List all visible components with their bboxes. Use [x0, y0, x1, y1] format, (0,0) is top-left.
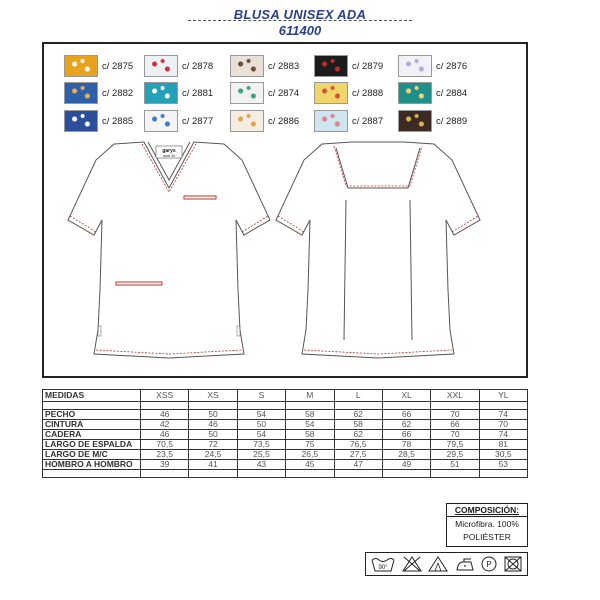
- swatch-code: c/ 2874: [268, 87, 300, 99]
- measure-value: 43: [237, 460, 285, 470]
- measure-value: 50: [237, 420, 285, 430]
- front-hem-stitch: [96, 350, 242, 354]
- swatch-code: c/ 2888: [352, 87, 384, 99]
- fabric-swatch-image: [230, 110, 264, 132]
- measure-value: 46: [189, 420, 237, 430]
- measure-value: 78: [382, 440, 430, 450]
- empty-cell: [43, 470, 141, 478]
- measure-value: 41: [189, 460, 237, 470]
- hip-pocket: [116, 282, 162, 285]
- measure-value: 51: [431, 460, 479, 470]
- fabric-swatch-image: [398, 82, 432, 104]
- size-chart-row: [43, 420, 528, 430]
- triangle-bleach-icon: [427, 555, 449, 573]
- measure-value: 27,5: [334, 450, 382, 460]
- title-underline: [188, 20, 412, 21]
- swatch-item: [314, 55, 383, 77]
- swatch-item: [398, 110, 467, 132]
- measure-value: 23,5: [141, 450, 189, 460]
- composition-line-2: POLIÉSTER: [463, 532, 511, 542]
- back-yoke-stitch: [334, 146, 422, 186]
- measure-label: LARGO DE M/C: [43, 450, 141, 460]
- measure-value: 29,5: [431, 450, 479, 460]
- size-label: size M: [163, 153, 175, 158]
- measure-value: 81: [479, 440, 527, 450]
- measure-value: 46: [141, 430, 189, 440]
- measure-value: 39: [141, 460, 189, 470]
- measure-value: 75: [286, 440, 334, 450]
- swatch-item: [64, 110, 133, 132]
- fabric-swatch-image: [144, 55, 178, 77]
- front-body-outline: [68, 142, 270, 358]
- back-center-seam-left: [344, 200, 346, 340]
- measure-value: 54: [286, 420, 334, 430]
- size-chart-row: [43, 410, 528, 420]
- wash-temperature-label: 90°: [378, 565, 388, 571]
- fabric-swatch-image: [398, 110, 432, 132]
- measure-value: 45: [286, 460, 334, 470]
- swatch-item: [398, 55, 467, 77]
- care-symbols-box: [365, 552, 528, 576]
- size-chart-row: [43, 440, 528, 450]
- measure-value: 58: [334, 420, 382, 430]
- swatch-item: [314, 110, 383, 132]
- measure-value: 28,5: [382, 450, 430, 460]
- no-tumble-dry-icon: [503, 555, 523, 573]
- measure-value: 66: [382, 430, 430, 440]
- swatch-item: [64, 55, 133, 77]
- back-hem-stitch: [304, 350, 452, 354]
- measure-value: 70,5: [141, 440, 189, 450]
- back-left-cuff-stitch: [278, 216, 304, 232]
- empty-cell: [479, 470, 527, 478]
- measure-value: 42: [141, 420, 189, 430]
- measure-value: 30,5: [479, 450, 527, 460]
- swatch-item: [144, 55, 213, 77]
- blouse-front-view: [64, 140, 274, 362]
- swatch-item: [314, 82, 383, 104]
- measures-header: MEDIDAS: [43, 390, 141, 402]
- swatch-item: [398, 82, 467, 104]
- measure-value: 53: [479, 460, 527, 470]
- swatch-code: c/ 2881: [182, 87, 214, 99]
- measure-value: 70: [431, 430, 479, 440]
- empty-cell: [334, 470, 382, 478]
- back-right-cuff-stitch: [452, 216, 478, 232]
- measure-value: 58: [286, 410, 334, 420]
- fabric-swatch-image: [314, 82, 348, 104]
- measure-value: 25,5: [237, 450, 285, 460]
- size-header: XL: [382, 390, 430, 402]
- swatch-item: [144, 82, 213, 104]
- composition-line-1: Microfibra. 100%: [455, 519, 519, 529]
- measure-value: 62: [334, 410, 382, 420]
- size-chart-row: [43, 450, 528, 460]
- swatch-item: [230, 82, 299, 104]
- measure-value: 70: [479, 420, 527, 430]
- measure-value: 73,5: [237, 440, 285, 450]
- composition-title: COMPOSICIÓN:: [447, 504, 527, 517]
- swatch-code: c/ 2876: [436, 60, 468, 72]
- dry-clean-label: P: [486, 560, 492, 569]
- size-header: YL: [479, 390, 527, 402]
- swatch-code: c/ 2886: [268, 115, 300, 127]
- size-chart-row: [43, 430, 528, 440]
- measure-value: 54: [237, 430, 285, 440]
- measure-value: 58: [286, 430, 334, 440]
- size-chart-table: [42, 389, 528, 478]
- document-title: BLUSA UNISEX ADA: [233, 7, 367, 22]
- swatch-item: [230, 110, 299, 132]
- fabric-swatch-image: [230, 55, 264, 77]
- reference-number: 611400: [278, 23, 322, 38]
- measure-value: 76,5: [334, 440, 382, 450]
- measure-label: HOMBRO A HOMBRO: [43, 460, 141, 470]
- measure-value: 70: [431, 410, 479, 420]
- fabric-swatch-image: [314, 55, 348, 77]
- swatch-item: [230, 55, 299, 77]
- measure-label: LARGO DE ESPALDA: [43, 440, 141, 450]
- fabric-swatch-image: [64, 110, 98, 132]
- fabric-swatch-image: [64, 82, 98, 104]
- empty-cell: [286, 470, 334, 478]
- empty-cell: [237, 470, 285, 478]
- measure-value: 47: [334, 460, 382, 470]
- dry-clean-p-icon: [480, 555, 498, 573]
- measure-value: 54: [237, 410, 285, 420]
- blouse-back-view: [272, 140, 484, 362]
- iron-icon: [454, 555, 476, 573]
- measure-label: CADERA: [43, 430, 141, 440]
- measure-value: 62: [334, 430, 382, 440]
- measure-label: PECHO: [43, 410, 141, 420]
- size-chart-header-row: [43, 390, 528, 402]
- measure-value: 46: [141, 410, 189, 420]
- fabric-swatch-image: [230, 82, 264, 104]
- swatch-code: c/ 2879: [352, 60, 384, 72]
- size-header: XS: [189, 390, 237, 402]
- fabric-swatch-image: [144, 110, 178, 132]
- chest-pocket: [184, 196, 216, 199]
- fabric-swatch-image: [64, 55, 98, 77]
- measure-value: 79,5: [431, 440, 479, 450]
- swatch-code: c/ 2882: [102, 87, 134, 99]
- swatch-code: c/ 2875: [102, 60, 134, 72]
- swatch-code: c/ 2887: [352, 115, 384, 127]
- empty-cell: [382, 470, 430, 478]
- size-header: XSS: [141, 390, 189, 402]
- fabric-swatch-image: [398, 55, 432, 77]
- measure-value: 24,5: [189, 450, 237, 460]
- swatch-code: c/ 2884: [436, 87, 468, 99]
- swatch-code: c/ 2878: [182, 60, 214, 72]
- brand-label: garys: [162, 148, 176, 154]
- fabric-swatch-image: [314, 110, 348, 132]
- empty-cell: [141, 470, 189, 478]
- measure-value: 66: [382, 410, 430, 420]
- size-header: S: [237, 390, 285, 402]
- size-header: M: [286, 390, 334, 402]
- measure-value: 26,5: [286, 450, 334, 460]
- swatch-code: c/ 2883: [268, 60, 300, 72]
- size-chart-spacer-row: [43, 470, 528, 478]
- swatch-item: [144, 110, 213, 132]
- composition-box: [446, 503, 528, 547]
- measure-value: 74: [479, 430, 527, 440]
- front-left-cuff-stitch: [70, 216, 96, 232]
- front-right-cuff-stitch: [242, 216, 268, 232]
- back-body-outline: [276, 142, 480, 358]
- no-bleach-icon: [401, 555, 423, 573]
- size-header: L: [334, 390, 382, 402]
- measure-value: 74: [479, 410, 527, 420]
- size-chart-row: [43, 460, 528, 470]
- empty-cell: [189, 470, 237, 478]
- size-chart-body: [43, 402, 528, 478]
- back-center-seam-right: [410, 200, 412, 340]
- measure-value: 49: [382, 460, 430, 470]
- swatch-code: c/ 2877: [182, 115, 214, 127]
- swatch-code: c/ 2889: [436, 115, 468, 127]
- swatch-item: [64, 82, 133, 104]
- back-yoke-line: [336, 148, 420, 188]
- swatch-code: c/ 2885: [102, 115, 134, 127]
- measure-value: 66: [431, 420, 479, 430]
- empty-cell: [431, 470, 479, 478]
- fabric-swatch-image: [144, 82, 178, 104]
- measure-value: 50: [189, 410, 237, 420]
- size-header: XXL: [431, 390, 479, 402]
- measure-value: 62: [382, 420, 430, 430]
- measure-value: 50: [189, 430, 237, 440]
- wash-90-icon: [370, 555, 396, 573]
- measure-value: 72: [189, 440, 237, 450]
- measure-label: CINTURA: [43, 420, 141, 430]
